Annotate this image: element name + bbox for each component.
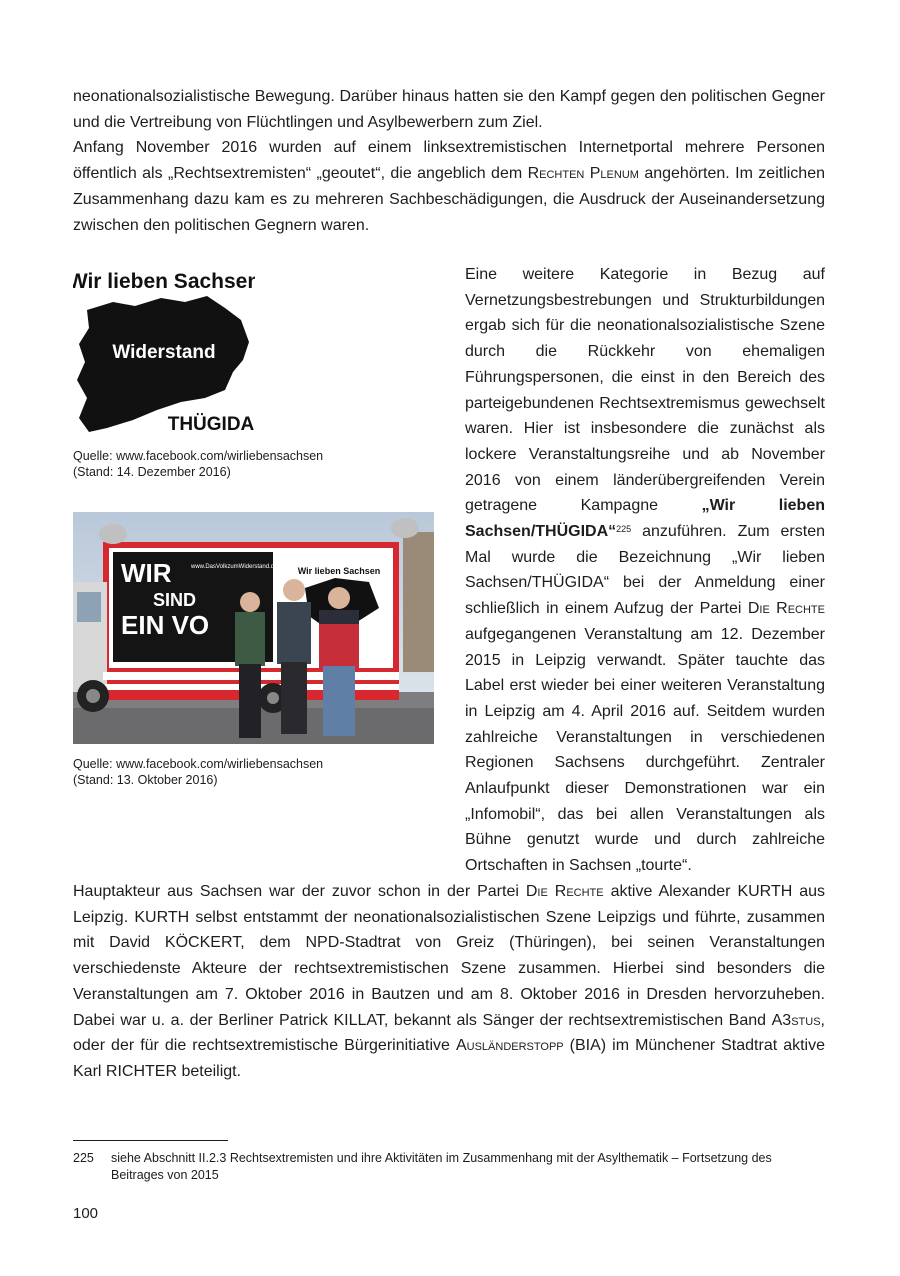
footnote-number: 225: [73, 1151, 94, 1165]
figure1-caption-source: Quelle: www.facebook.com/wirliebensachsen: [73, 449, 324, 463]
figure2-caption: [73, 756, 323, 788]
banner-url-text: www.DasVolkzumWiderstand.de: [191, 564, 278, 570]
intro-paragraph: [73, 84, 825, 238]
right-text-b: anzuführen. Zum ersten Mal wurde die Bezeichnung „Wir lieben Sachsen/THÜGIDA“ bei der Anmeldung einer schließlich in einem Aufzug der Partei: [465, 523, 825, 618]
figure2-caption-date: (Stand: 13. Oktober 2016): [73, 773, 218, 787]
band-name: A3stus: [771, 1011, 821, 1029]
logo-title-text: Wir lieben Sachsen: [73, 270, 255, 293]
campaign-name: „Wir lieben Sachsen/THÜGIDA“: [465, 497, 826, 541]
footnote-ref[interactable]: 225: [616, 524, 632, 535]
bottom-text-b: aktive Alexander KURTH aus Leipzig. KURTH selbst entstammt der neonationalsozialistischen Szene Leipzigs und führte, zusammen mit David KÖCKERT, dem NPD-Stadtrat von Greiz (Thüringen), bei seinen Veranstaltungen verschiedenste Akteure der rechtsextremistischen Szene zusammen. Hierbei sind besonders die Veranstaltungen am 7. Oktober 2016 in Bautzen und am 8. Oktober 2016 in Dresden hervorzuheben. Dabei war u. a. der Berliner Patrick KILLAT, bekannt als Sänger der rechtsextremistischen Band: [73, 883, 826, 1029]
bottom-text-c: , oder der für die rechtsextremistische Bürgerinitiative: [73, 1011, 825, 1055]
party-die-rechte: Die Rechte: [747, 600, 825, 618]
figure1-caption: [73, 448, 323, 480]
infomobil-photo: [73, 512, 434, 744]
banner-logo-text: Wir lieben Sachsen: [297, 566, 381, 576]
right-column-paragraph: [465, 262, 825, 879]
banner-wir-text: WIR: [121, 558, 172, 588]
logo-footer-text: THÜGIDA: [167, 414, 255, 435]
right-text-a: Eine weitere Kategorie in Bezug auf Vernetzungsbestrebungen und Strukturbildungen ergab sich für die neonationalsozialistische Szene durch die Rückkehr von ehemaligen Führungspersonen, die einst in den Bereich des parteigebundenen Rechtsextremismus gewechselt waren. Hier ist insbesondere die zunächst als lockere Veranstaltungsreihe und ab November 2016 von einem länderübergreifenden Verein getragene Kampagne: [465, 266, 825, 515]
intro-text-1: neonationalsozialistische Bewegung. Darüber hinaus hatten sie den Kampf gegen den politischen Gegner und die Vertreibung von Flüchtlingen und Asylbewerbern zum Ziel.: [73, 88, 825, 131]
logo-center-text: Widerstand: [112, 342, 216, 363]
bottom-text-d: (BIA) im Münchener Stadtrat aktive Karl RICHTER beteiligt.: [73, 1037, 825, 1080]
page-number: 100: [73, 1205, 99, 1222]
figure2-caption-source: Quelle: www.facebook.com/wirliebensachsen: [73, 757, 324, 771]
intro-text-2a: Anfang November 2016 wurden auf einem linksextremistischen Internetportal mehrere Personen öffentlich als „Rechtsextremisten“ „geoutet“, die angeblich dem: [73, 139, 825, 183]
footnote-divider: [73, 1140, 228, 1141]
banner-ein-text: EIN VO: [121, 610, 210, 640]
banner-sind-text: SIND: [153, 590, 197, 610]
org-rechtes-plenum: Rechten Plenum: [527, 165, 639, 183]
initiative-name: Ausländerstopp: [455, 1037, 564, 1055]
party-die-rechte-2: Die Rechte: [525, 883, 604, 900]
thuegida-logo-image: [73, 262, 255, 437]
right-text-c: aufgegangenen Veranstaltung am 12. Dezember 2015 in Leipzig verwandt. Später tauchte das Label erst wieder bei einer weiteren Veranstaltung in Leipzig am 4. April 2016 auf. Seitdem wurden zahlreiche Veranstaltungen in verschiedenen Regionen Sachsens durchgeführt. Zentraler Anlaufpunkt dieser Demonstrationen war ein „Infomobil“, das bei allen Veranstaltungen als Bühne genutzt wurde und durch zahlreiche Ortschaften in Sachsen „tourte“.: [465, 625, 825, 875]
bottom-paragraph: [73, 879, 825, 1085]
figure1-caption-date: (Stand: 14. Dezember 2016): [73, 465, 231, 479]
bottom-text-a: Hauptakteur aus Sachsen war der zuvor schon in der Partei: [73, 883, 526, 900]
intro-text-2b: angehörten. Im zeitlichen Zusammenhang dazu kam es zu mehreren Sachbeschädigungen, die Ausdruck der Auseinandersetzung zwischen den politischen Gegnern waren.: [73, 165, 826, 234]
footnote-text: siehe Abschnitt II.2.3 Rechtsextremisten und ihre Aktivitäten im Zusammenhang mit der Asylthematik – Fortsetzung des Beitrages von 2015: [111, 1151, 772, 1182]
